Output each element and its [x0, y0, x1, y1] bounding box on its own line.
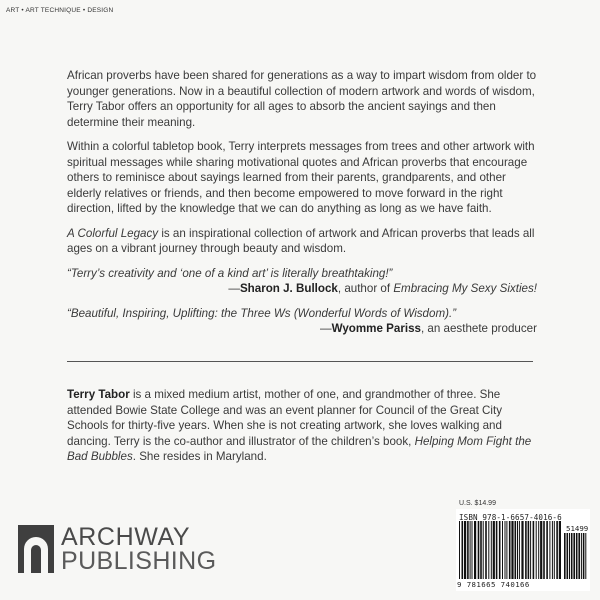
- barcode-bar: [517, 521, 518, 579]
- barcode-bar: [506, 521, 507, 579]
- barcode-bar: [515, 521, 517, 579]
- barcode-bar: [576, 533, 578, 579]
- barcode-bar: [499, 521, 501, 579]
- publisher-name-line1: ARCHWAY: [61, 523, 191, 551]
- barcode-bar: [464, 521, 466, 579]
- barcode-bar: [549, 521, 550, 579]
- barcode-bar: [478, 521, 480, 579]
- barcode-bar: [521, 521, 523, 579]
- barcode-bar: [525, 521, 527, 579]
- barcode-bar: [530, 521, 531, 579]
- barcode-bar: [583, 533, 585, 579]
- author-bio: Terry Tabor is a mixed medium artist, mother of one, and grandmother of three. She attended Bowie State College and was an event planner for Council of the Great City Schools for thirty-five years. When she is not creating artwork, she loves walking and dancing. Terry is the co-author and illustrator of the children’s book, Helping Mom Fight the Bad Bubbles. She resides in Maryland.: [67, 388, 532, 463]
- barcode-bar: [472, 521, 473, 579]
- author-name: Terry Tabor: [67, 388, 130, 401]
- barcode-bar: [571, 533, 573, 579]
- barcode-bar: [536, 521, 537, 579]
- endorsement-quote-2: [67, 306, 537, 337]
- barcode-bar: [573, 533, 575, 579]
- barcode-bar: [493, 521, 495, 579]
- section-divider: [67, 361, 533, 362]
- barcode-bar: [585, 533, 586, 579]
- ean-number: 9 781665 740166: [457, 580, 530, 589]
- barcode-bar: [581, 533, 582, 579]
- quote-attribution: —Wyomme Pariss, an aesthete producer: [320, 322, 537, 335]
- barcode-bar: [474, 521, 476, 579]
- archway-arch-icon: [18, 525, 54, 573]
- barcode-bar: [509, 521, 511, 579]
- barcode-bar: [470, 521, 471, 579]
- quote-text: “Terry’s creativity and ‘one of a kind art’ is literally breathtaking!”: [67, 266, 393, 280]
- barcode-bar: [578, 533, 580, 579]
- barcode-bar: [519, 521, 520, 579]
- quote-author: Wyomme Pariss: [331, 322, 421, 335]
- quote-author-book: Embracing My Sexy Sixties!: [393, 282, 537, 295]
- blurb-paragraph-3: [67, 226, 537, 257]
- barcode-bar: [505, 521, 506, 579]
- book-title: A Colorful Legacy: [67, 226, 159, 240]
- barcode-bar: [564, 533, 566, 579]
- barcode-bar: [540, 521, 542, 579]
- barcode-bar: [491, 521, 492, 579]
- other-book-title: Helping Mom Fight the Bad Bubbles: [67, 434, 532, 463]
- barcode-bar: [511, 521, 513, 579]
- barcode-bar: [538, 521, 539, 579]
- barcode-bar: [462, 521, 464, 579]
- barcode-bar: [467, 521, 469, 579]
- isbn-number: ISBN 978-1-6657-4016-6: [459, 513, 562, 522]
- quote-attribution: —Sharon J. Bullock, author of Embracing My Sexy Sixties!: [228, 282, 537, 295]
- barcode-bar: [567, 533, 569, 579]
- barcode-bar: [480, 521, 482, 579]
- barcode-bar: [502, 521, 503, 579]
- quote-author: Sharon J. Bullock: [239, 282, 338, 295]
- barcode-bar: [543, 521, 545, 579]
- price-addon-code: 51499: [566, 524, 589, 533]
- endorsement-quote-1: [67, 266, 537, 297]
- barcode-bar: [559, 521, 561, 579]
- barcode-bar: [485, 521, 487, 579]
- barcode-bar: [483, 521, 484, 579]
- barcode-bar: [533, 521, 535, 579]
- barcode-bar: [459, 521, 460, 579]
- barcode-bar: [528, 521, 530, 579]
- blurb-paragraph-2: Within a colorful tabletop book, Terry interprets messages from trees and other artwork with spiritual messages while sharing motivational quotes and African proverbs that encourage others to reminisce about sayings learned from their parents, grandparents, and other elderly relatives or friends, and then become empowered to move forward in the right direction, lifted by the knowledge that we can do anything as long as we have faith.: [67, 140, 535, 215]
- barcode-bar: [556, 521, 558, 579]
- barcode-bar: [496, 521, 498, 579]
- publisher-name: [61, 525, 216, 573]
- price-label: U.S. $14.99: [459, 500, 496, 507]
- barcode-bar: [554, 521, 555, 579]
- category-label: ART • ART TECHNIQUE • DESIGN: [6, 7, 114, 14]
- barcode-bar: [488, 521, 489, 579]
- barcode-bar: [546, 521, 548, 579]
- barcode-bar: [569, 533, 570, 579]
- blurb-paragraph-1: African proverbs have been shared for generations as a way to impart wisdom from older to younger generations. Now in a beautiful collection of modern artwork and words of wisdom, Terry Tabor offers an opportunity for all ages to absorb the ancient sayings and then determine their meaning.: [67, 69, 537, 129]
- blurb-paragraph-3-text: is an inspirational collection of artwork and African proverbs that leads all ages on a vibrant journey through beauty and wisdom.: [67, 226, 535, 255]
- publisher-logo: [18, 523, 216, 575]
- publisher-name-line2: PUBLISHING: [61, 547, 217, 575]
- back-cover-blurb: [67, 68, 537, 346]
- quote-text: “Beautiful, Inspiring, Uplifting: the Three Ws (Wonderful Words of Wisdom).”: [67, 306, 457, 320]
- barcode-bar: [552, 521, 553, 579]
